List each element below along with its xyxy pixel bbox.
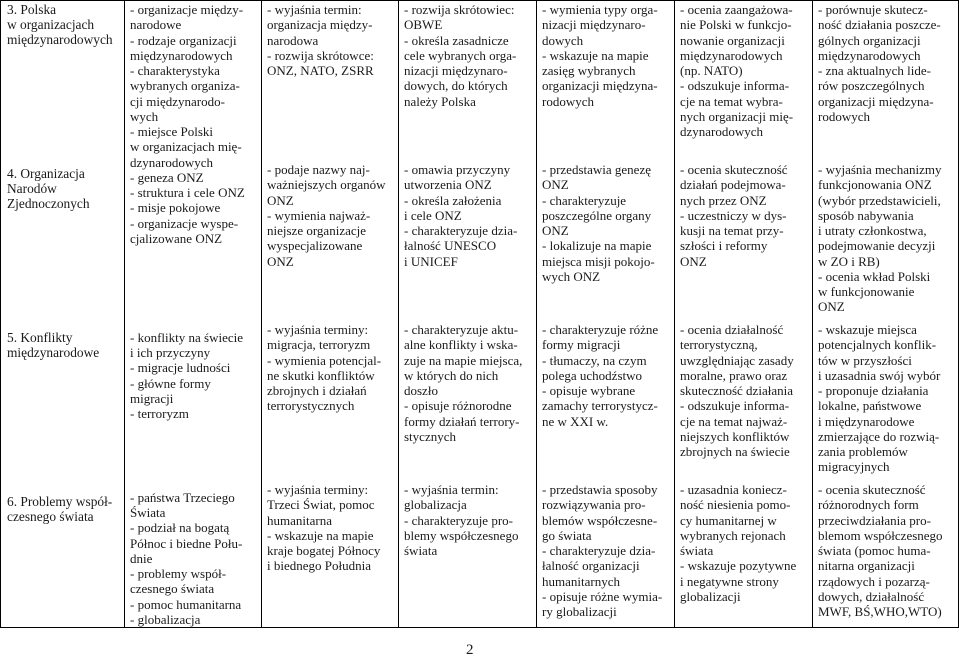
requirement-group: - przedstawia sposoby rozwiązywania pro- blemów współczesne- go świata - charakteryzuje dzia- łalność organizacji humanitarnych - opisuje różne wymia- ry globalizacji — [542, 482, 663, 619]
requirement-group: - wymienia typy orga- nizacji międzynaro- dowych - wskazuje na mapie zasięg wybranych organizacji międzyna- rodowych — [542, 2, 658, 109]
content-column-cell — [125, 1, 262, 628]
requirements-column-cell — [813, 1, 959, 628]
requirement-group: - rozwija skrótowiec: OBWE - określa zasadnicze cele wybranych orga- nizacji międzynaro- dowych, do których należy Polska — [404, 2, 517, 109]
requirement-group: - omawia przyczyny utworzenia ONZ - określa założenia i cele ONZ - charakteryzuje dzia- łalność UNESCO i UNICEF — [404, 162, 518, 269]
topic-konflikty: 5. Konflikty międzynarodowe — [7, 330, 100, 361]
requirement-group: - wskazuje miejsca potencjalnych konflik- tów w przyszłości i uzasadnia swój wybór - proponuje działania lokalne, państwowe i międzynarodowe zmierzające do rozwią- zania problemów migracyjnych — [818, 322, 941, 475]
requirements-column-cell — [262, 1, 399, 628]
requirement-group: - wyjaśnia termin: globalizacja - charakteryzuje pro- blemy współczesnego świata — [404, 482, 519, 558]
requirements-column-cell — [675, 1, 813, 628]
requirement-group: - wyjaśnia termin: organizacja między- narodowa - rozwija skrótowce: ONZ, NATO, ZSRR — [267, 2, 374, 78]
topic-polska-w-organizacjach: 3. Polska w organizacjach międzynarodowych — [7, 2, 113, 48]
topic-problemy-swiata: 6. Problemy współ- czesnego świata — [7, 494, 113, 525]
requirement-group: - charakteryzuje różne formy migracji - tłumaczy, na czym polega uchodźstwo - opisuje wybrane zamachy terrorystycz- ne w XXI w. — [542, 322, 659, 429]
requirements-column-cell — [399, 1, 537, 628]
content-group: - państwa Trzeciego Świata - podział na bogatą Północ i biedne Połu- dnie - problemy współ- czesnego świata - pomoc humanitarna - globalizacja — [130, 489, 243, 627]
topic-onz: 4. Organizacja Narodów Zjednoczonych — [7, 166, 90, 212]
requirement-group: - przedstawia genezę ONZ - charakteryzuje poszczególne organy ONZ - lokalizuje na mapie miejsca misji pokojo- wych ONZ — [542, 162, 655, 284]
topic-column-cell — [1, 1, 125, 628]
requirement-group: - ocenia skuteczność różnorodnych form przeciwdziałania pro- blemom współczesnego świata (pomoc huma- nitarna organizacji rządowych i pozarzą- dowych, działalność MWF, BŚ,WHO,WTO) — [818, 482, 943, 619]
content-group: - konflikty na świecie i ich przyczyny - migracje ludności - główne formy migracji - terroryzm — [130, 329, 243, 421]
requirements-column-cell — [537, 1, 675, 628]
requirement-group: - wyjaśnia terminy: Trzeci Świat, pomoc humanitarna - wskazuje na mapie kraje bogatej Północy i biednego Południa — [267, 482, 381, 574]
requirement-group: - wyjaśnia mechanizmy funkcjonowania ONZ (wybór przedstawicieli, sposób nabywania i utraty członkostwa, podejmowanie decyzji w ZO i RB) - ocenia wkład Polski w funkcjonowanie ONZ — [818, 162, 942, 315]
requirement-group: - ocenia skuteczność działań podejmowa- nych przez ONZ - uczestniczy w dys- kusji na temat przy- szłości i reformy ONZ — [680, 162, 788, 269]
content-group: - geneza ONZ - struktura i cele ONZ - misje pokojowe - organizacje wyspe- cjalizowane ONZ — [130, 169, 245, 246]
requirement-group: - porównuje skutecz- ność działania poszcze- gólnych organizacji międzynarodowych - zna aktualnych lide- rów poszczególnych organizacji międzyna- rodowych — [818, 2, 941, 124]
table-row — [1, 1, 959, 628]
content-group: - organizacje między- narodowe - rodzaje organizacji międzynarodowych - charakterystyka wybranych organiza- cji międzynarodo- wych - miejsce Polski w organizacjach mię- dzynarodowych — [130, 2, 244, 170]
requirement-group: - ocenia zaangażowa- nie Polski w funkcjo- nowanie organizacji międzynarodowych (np. NATO) - odszukuje informa- cje na temat wybra- nych organizacji mię- dzynarodowych — [680, 2, 794, 139]
requirement-group: - uzasadnia koniecz- ność niesienia pomo- cy humanitarnej w wybranych rejonach świata - wskazuje pozytywne i negatywne strony globalizacji — [680, 482, 797, 604]
requirement-group: - ocenia działalność terrorystyczną, uwzględniając zasady moralne, prawo oraz skuteczność działania - odszukuje informa- cje na temat najważ- niejszych konfliktów zbrojnych na świecie — [680, 322, 794, 459]
requirement-group: - wyjaśnia terminy: migracja, terroryzm - wymienia potencjal- ne skutki konfliktów zbrojnych i działań terrorystycznych — [267, 322, 382, 414]
requirement-group: - charakteryzuje aktu- alne konflikty i wska- zuje na mapie miejsca, w których do nich doszło - opisuje różnorodne formy działań terrory- stycznych — [404, 322, 523, 444]
page-number: 2 — [466, 642, 474, 658]
requirement-group: - podaje nazwy naj- ważniejszych organów ONZ - wymienia najważ- niejsze organizacje wyspecjalizowane ONZ — [267, 162, 386, 269]
